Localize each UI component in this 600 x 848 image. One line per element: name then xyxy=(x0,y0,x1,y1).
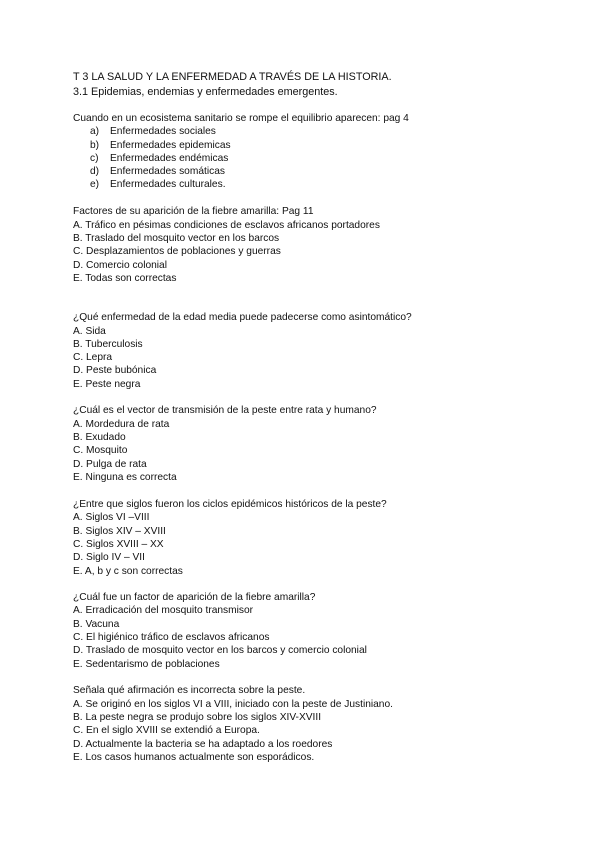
option-c: C. En el siglo XVIII se extendió a Europa. xyxy=(73,725,260,736)
option-marker: b) xyxy=(90,140,100,151)
option-text: Enfermedades epidemicas xyxy=(110,140,231,151)
option-e: E. A, b y c son correctas xyxy=(73,566,183,577)
option-b: B. La peste negra se produjo sobre los siglos XIV-XVIII xyxy=(73,712,322,723)
option-e: E. Peste negra xyxy=(73,379,141,390)
option-c: C. El higiénico tráfico de esclavos africanos xyxy=(73,632,270,643)
option-b: B. Siglos XIV – XVIII xyxy=(73,526,166,537)
option-a: A. Mordedura de rata xyxy=(73,419,170,430)
option-a: A. Erradicación del mosquito transmisor xyxy=(73,605,254,616)
option-c xyxy=(90,152,228,165)
option-c: C. Lepra xyxy=(73,352,113,363)
option-b: B. Traslado del mosquito vector en los barcos xyxy=(73,233,280,244)
option-text: Enfermedades endémicas xyxy=(110,153,229,164)
question-text: Factores de su aparición de la fiebre amarilla: Pag 11 xyxy=(73,206,314,217)
option-e: E. Ninguna es correcta xyxy=(73,472,177,483)
option-b xyxy=(90,139,231,152)
option-b: B. Vacuna xyxy=(73,619,120,630)
question-text: Señala qué afirmación es incorrecta sobre la peste. xyxy=(73,685,306,696)
document-subtitle: 3.1 Epidemias, endemias y enfermedades emergentes. xyxy=(73,86,338,98)
option-marker: c) xyxy=(90,153,99,164)
option-b: B. Exudado xyxy=(73,432,126,443)
option-d: D. Peste bubónica xyxy=(73,365,157,376)
option-marker: d) xyxy=(90,166,100,177)
option-d: D. Pulga de rata xyxy=(73,459,147,470)
option-e: E. Sedentarismo de poblaciones xyxy=(73,659,220,670)
question-text: ¿Qué enfermedad de la edad media puede padecerse como asintomático? xyxy=(73,312,412,323)
question-text: ¿Cuál fue un factor de aparición de la fiebre amarilla? xyxy=(73,592,316,603)
option-b: B. Tuberculosis xyxy=(73,339,143,350)
option-d: D. Traslado de mosquito vector en los barcos y comercio colonial xyxy=(73,645,367,656)
option-e: E. Los casos humanos actualmente son esporádicos. xyxy=(73,752,315,763)
option-marker: e) xyxy=(90,179,100,190)
option-d: D. Comercio colonial xyxy=(73,260,167,271)
option-d: D. Siglo IV – VII xyxy=(73,552,145,563)
question-text: ¿Entre que siglos fueron los ciclos epidémicos históricos de la peste? xyxy=(73,499,387,510)
option-a: A. Se originó en los siglos VI a VIII, iniciado con la peste de Justiniano. xyxy=(73,699,393,710)
option-text: Enfermedades culturales. xyxy=(110,179,226,190)
option-d xyxy=(90,165,225,178)
option-c: C. Desplazamientos de poblaciones y guerras xyxy=(73,246,281,257)
option-text: Enfermedades somáticas xyxy=(110,166,225,177)
option-a: A. Siglos VI –VIII xyxy=(73,512,150,523)
question-text: Cuando en un ecosistema sanitario se rompe el equilibrio aparecen: pag 4 xyxy=(73,113,409,124)
option-c: C. Mosquito xyxy=(73,445,128,456)
option-c: C. Siglos XVIII – XX xyxy=(73,539,164,550)
question-text: ¿Cuál es el vector de transmisión de la peste entre rata y humano? xyxy=(73,405,377,416)
option-text: Enfermedades sociales xyxy=(110,126,216,137)
option-marker: a) xyxy=(90,126,100,137)
option-e xyxy=(90,178,226,191)
document-title: T 3 LA SALUD Y LA ENFERMEDAD A TRAVÉS DE LA HISTORIA. xyxy=(73,71,392,83)
option-a: A. Sida xyxy=(73,326,106,337)
option-d: D. Actualmente la bacteria se ha adaptado a los roedores xyxy=(73,739,333,750)
option-a: A. Tráfico en pésimas condiciones de esclavos africanos portadores xyxy=(73,220,380,231)
option-a xyxy=(90,125,216,138)
option-e: E. Todas son correctas xyxy=(73,273,177,284)
